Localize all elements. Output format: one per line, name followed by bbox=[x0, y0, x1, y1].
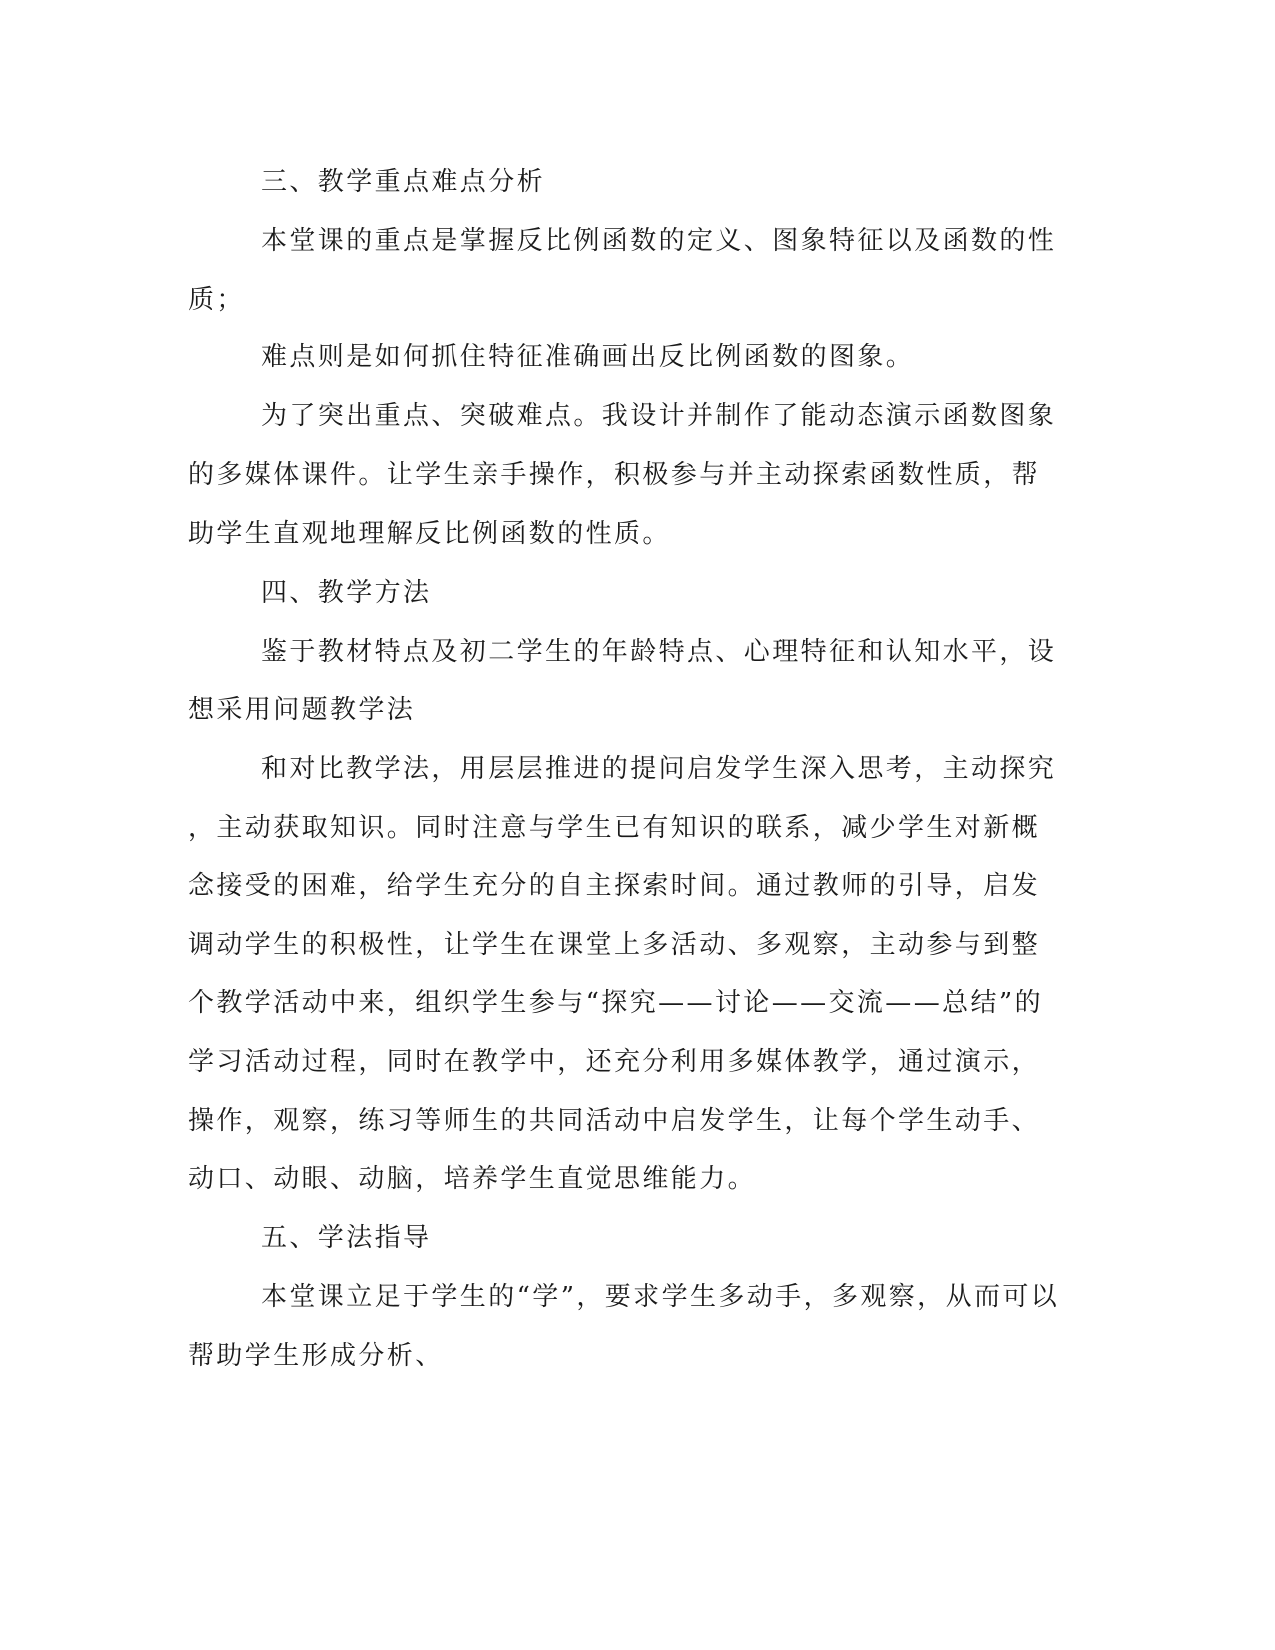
paragraph-line: 操作，观察，练习等师生的共同活动中启发学生，让每个学生动手、 bbox=[188, 1106, 1041, 1136]
section-heading-4: 四、教学方法 bbox=[261, 578, 432, 608]
paragraph-line: 鉴于教材特点及初二学生的年龄特点、心理特征和认知水平，设 bbox=[261, 637, 1057, 667]
paragraph-line: 助学生直观地理解反比例函数的性质。 bbox=[188, 519, 671, 549]
paragraph-line: 本堂课立足于学生的“学”，要求学生多动手，多观察，从而可以 bbox=[261, 1282, 1060, 1312]
section-heading-3: 三、教学重点难点分析 bbox=[261, 167, 546, 197]
paragraph-line: 想采用问题教学法 bbox=[188, 695, 416, 725]
paragraph-line: 本堂课的重点是掌握反比例函数的定义、图象特征以及函数的性 bbox=[261, 226, 1057, 256]
paragraph-line: 和对比教学法，用层层推进的提问启发学生深入思考，主动探究 bbox=[261, 754, 1057, 784]
paragraph-line: 质； bbox=[188, 285, 245, 315]
paragraph-line: 为了突出重点、突破难点。我设计并制作了能动态演示函数图象 bbox=[261, 401, 1057, 431]
paragraph-line: 难点则是如何抓住特征准确画出反比例函数的图象。 bbox=[261, 342, 915, 372]
paragraph-line: 动口、动眼、动脑，培养学生直觉思维能力。 bbox=[188, 1164, 757, 1194]
paragraph-line: 学习活动过程，同时在教学中，还充分利用多媒体教学，通过演示， bbox=[188, 1047, 1041, 1077]
section-heading-5: 五、学法指导 bbox=[261, 1223, 432, 1253]
paragraph-line: 调动学生的积极性，让学生在课堂上多活动、多观察，主动参与到整 bbox=[188, 930, 1041, 960]
paragraph-line: 帮助学生形成分析、 bbox=[188, 1341, 444, 1371]
paragraph-line: 个教学活动中来，组织学生参与“探究——讨论——交流——总结”的 bbox=[188, 988, 1043, 1018]
paragraph-line: 念接受的困难，给学生充分的自主探索时间。通过教师的引导，启发 bbox=[188, 871, 1041, 901]
paragraph-line: 的多媒体课件。让学生亲手操作，积极参与并主动探索函数性质，帮 bbox=[188, 460, 1041, 490]
paragraph-line: ，主动获取知识。同时注意与学生已有知识的联系，减少学生对新概 bbox=[188, 813, 1041, 843]
